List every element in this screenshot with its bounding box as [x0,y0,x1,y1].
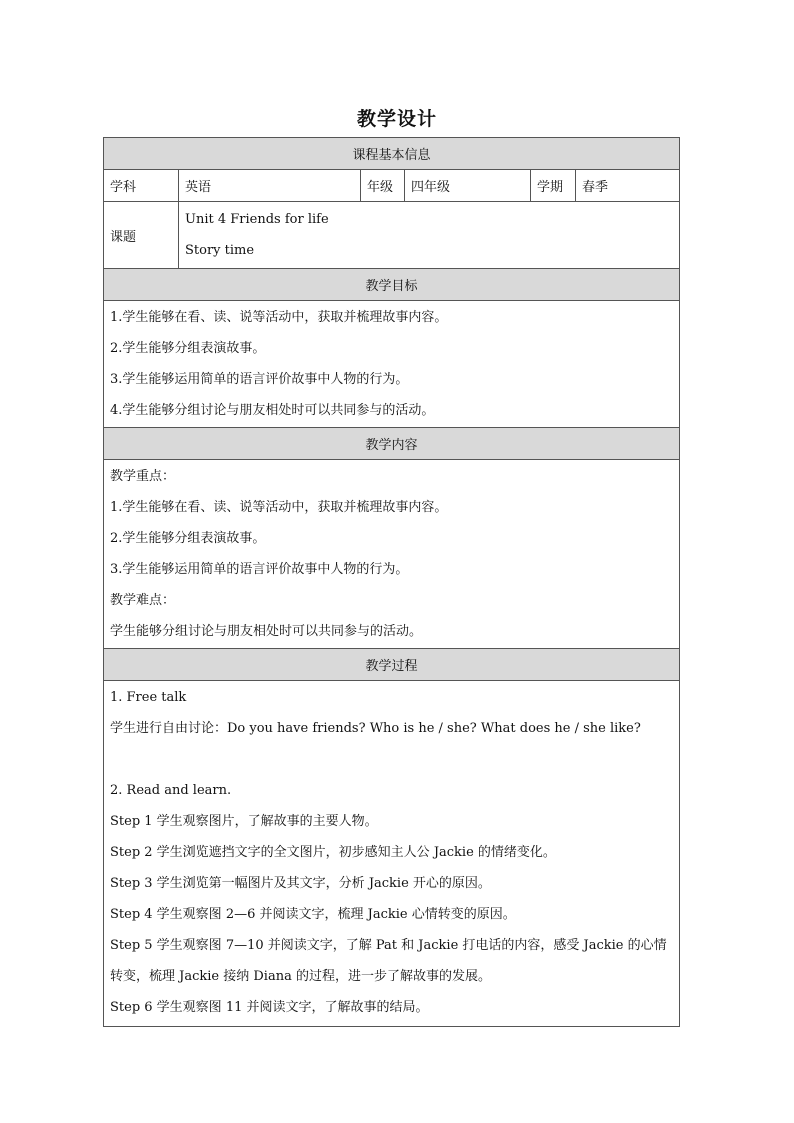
process-header: 教学过程 [104,649,680,681]
topic-label: 课题 [104,202,179,269]
subject-grade-term-row [104,170,680,202]
step-item: Step 2 学生浏览遮挡文字的全文图片，初步感知主人公 Jackie 的情绪变化。 [110,845,556,860]
step-item: Step 5 学生观察图 7—10 并阅读文字，了解 Pat 和 Jackie 打电话的内容，感受 Jackie 的心情转变，梳理 Jackie 接纳 Diana 的过程，进一步了解故事的发展。 [110,938,667,984]
topic-line-2: Story time [185,243,255,258]
objective-item: 2.学生能够分组表演故事。 [110,341,266,356]
objectives-header-row [104,269,680,301]
process-list [104,681,680,1027]
topic-value [179,202,680,269]
objectives-list [104,301,680,428]
objectives-header: 教学目标 [104,269,680,301]
term-label: 学期 [531,170,576,202]
topic-row [104,202,680,269]
content-list [104,460,680,649]
content-row [104,460,680,649]
step-item: Step 3 学生浏览第一幅图片及其文字，分析 Jackie 开心的原因。 [110,876,491,891]
topic-line-1: Unit 4 Friends for life [185,212,329,227]
grade-label: 年级 [361,170,405,202]
document-title: 教学设计 [356,108,437,130]
step-item: Step 4 学生观察图 2—6 并阅读文字，梳理 Jackie 心情转变的原因。 [110,907,516,922]
key-points-label: 教学重点： [110,469,176,484]
key-point-item: 1.学生能够在看、读、说等活动中，获取并梳理故事内容。 [110,500,448,515]
content-header-row [104,428,680,460]
difficulty-text: 学生能够分组讨论与朋友相处时可以共同参与的活动。 [110,624,423,639]
step-item: Step 6 学生观察图 11 并阅读文字，了解故事的结局。 [110,1000,429,1015]
grade-value: 四年级 [405,170,531,202]
key-point-item: 3.学生能够运用简单的语言评价故事中人物的行为。 [110,562,409,577]
lesson-plan-table [103,137,680,1027]
free-talk-title: 1. Free talk [110,690,187,705]
difficulty-label: 教学难点： [110,593,176,608]
blank-line [110,744,673,775]
objective-item: 4.学生能够分组讨论与朋友相处时可以共同参与的活动。 [110,403,435,418]
objective-item: 1.学生能够在看、读、说等活动中，获取并梳理故事内容。 [110,310,448,325]
content-header: 教学内容 [104,428,680,460]
subject-label: 学科 [104,170,179,202]
read-learn-title: 2. Read and learn. [110,783,232,798]
basic-info-header: 课程基本信息 [104,138,680,170]
objectives-row [104,301,680,428]
free-talk-text: 学生进行自由讨论：Do you have friends? Who is he / she? What does he / she like? [110,721,641,736]
key-point-item: 2.学生能够分组表演故事。 [110,531,266,546]
basic-info-header-row [104,138,680,170]
objective-item: 3.学生能够运用简单的语言评价故事中人物的行为。 [110,372,409,387]
process-row [104,681,680,1027]
step-item: Step 1 学生观察图片，了解故事的主要人物。 [110,814,378,829]
term-value: 春季 [576,170,680,202]
process-header-row [104,649,680,681]
subject-value: 英语 [179,170,361,202]
